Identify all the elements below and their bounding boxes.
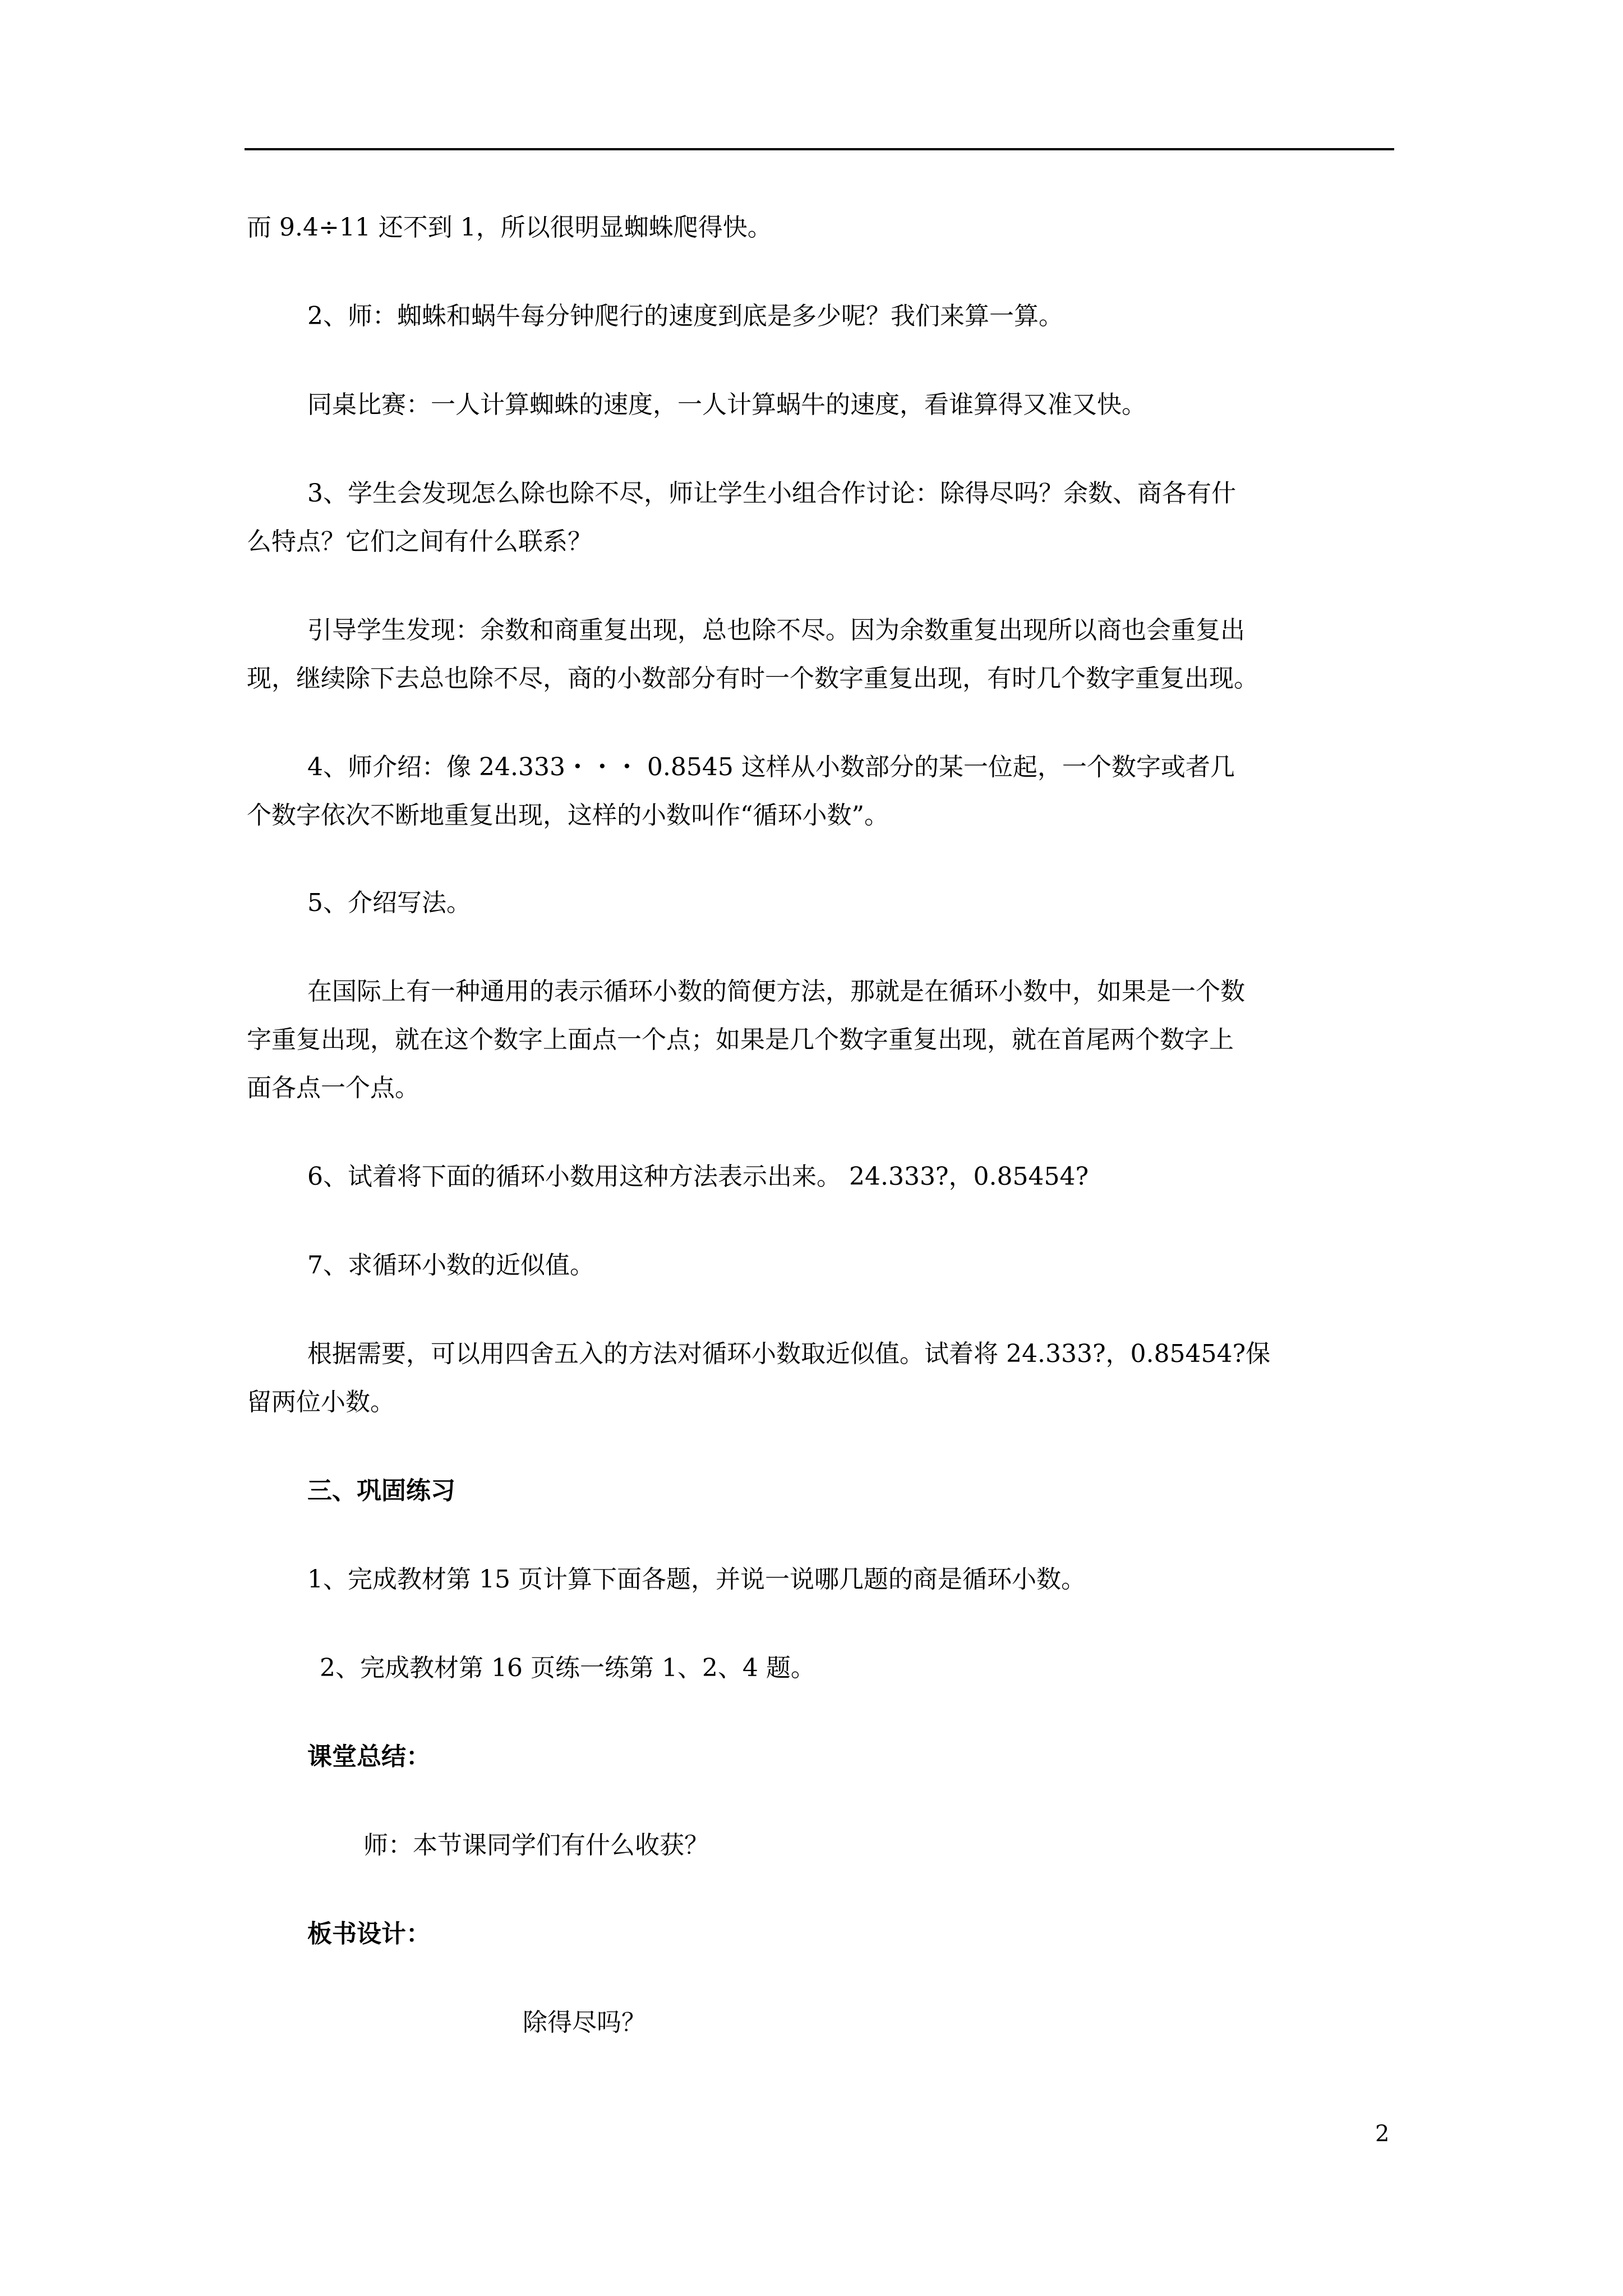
- section-heading: 三、巩固练习: [307, 1476, 455, 1505]
- paragraph-line: 6、试着将下面的循环小数用这种方法表示出来。 24.333?，0.85454?: [307, 1162, 1089, 1191]
- paragraph-line: 师：本节课同学们有什么收获？: [363, 1831, 709, 1860]
- paragraph-line: 个数字依次不断地重复出现，这样的小数叫作“循环小数”。: [247, 801, 889, 830]
- paragraph-line: 2、师：蜘蛛和蜗牛每分钟爬行的速度到底是多少呢？我们来算一算。: [307, 302, 1063, 330]
- paragraph-line: 而 9.4÷11 还不到 1，所以很明显蜘蛛爬得快。: [247, 213, 772, 242]
- paragraph-line: 3、学生会发现怎么除也除不尽，师让学生小组合作讨论：除得尽吗？余数、商各有什: [307, 479, 1236, 508]
- paragraph-line: 现，继续除下去总也除不尽，商的小数部分有时一个数字重复出现，有时几个数字重复出现。: [247, 664, 1258, 693]
- paragraph-line: 在国际上有一种通用的表示循环小数的简便方法，那就是在循环小数中，如果是一个数: [307, 977, 1245, 1006]
- paragraph-line: 字重复出现，就在这个数字上面点一个点；如果是几个数字重复出现，就在首尾两个数字上: [247, 1025, 1234, 1054]
- paragraph-line: 7、求循环小数的近似值。: [307, 1251, 594, 1280]
- paragraph-line: 面各点一个点。: [247, 1074, 419, 1102]
- paragraph-line: 4、师介绍：像 24.333・・・ 0.8545 这样从小数部分的某一位起，一个数字或者几: [307, 753, 1235, 781]
- header-rule: [245, 148, 1394, 150]
- paragraph-line: 同桌比赛：一人计算蜘蛛的速度，一人计算蜗牛的速度，看谁算得又准又快。: [307, 390, 1146, 419]
- section-heading: 课堂总结：: [307, 1742, 431, 1771]
- paragraph-line: 留两位小数。: [247, 1388, 395, 1416]
- paragraph-line: 么特点？它们之间有什么联系？: [247, 527, 592, 556]
- paragraph-line: 5、介绍写法。: [307, 889, 471, 917]
- page-number: 2: [1375, 2121, 1390, 2147]
- paragraph-line: 除得尽吗？: [523, 2008, 646, 2037]
- section-heading: 板书设计：: [307, 1920, 431, 1948]
- paragraph-line: 1、完成教材第 15 页计算下面各题，并说一说哪几题的商是循环小数。: [307, 1565, 1086, 1594]
- paragraph-line: 引导学生发现：余数和商重复出现，总也除不尽。因为余数重复出现所以商也会重复出: [307, 616, 1245, 645]
- paragraph-line: 根据需要，可以用四舍五入的方法对循环小数取近似值。试着将 24.333?，0.85454?保: [307, 1340, 1271, 1368]
- paragraph-line: 2、完成教材第 16 页练一练第 1、2、4 题。: [320, 1654, 815, 1682]
